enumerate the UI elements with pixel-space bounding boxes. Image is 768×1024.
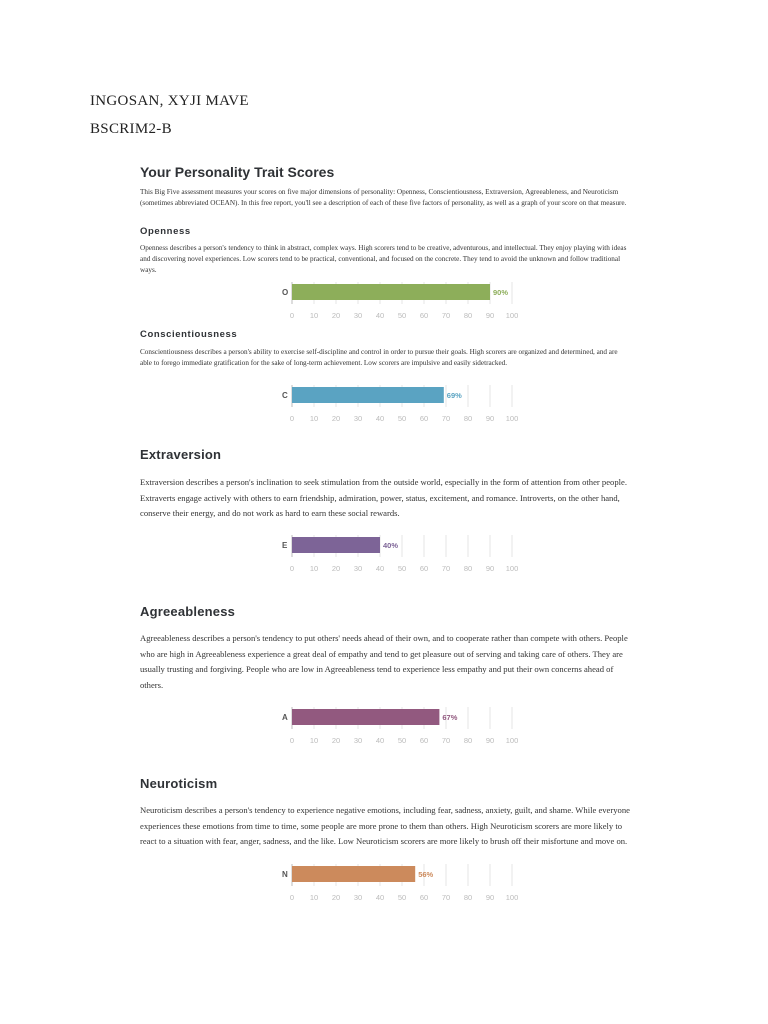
score-label: 67% — [442, 713, 458, 722]
tick-label: 10 — [309, 736, 319, 745]
trait-letter: A — [282, 713, 288, 722]
tick-label: 90 — [485, 414, 495, 423]
tick-label: 40 — [375, 564, 385, 573]
tick-label: 30 — [353, 414, 363, 423]
score-bar — [292, 537, 380, 553]
tick-label: 100 — [505, 736, 519, 745]
tick-label: 100 — [505, 564, 519, 573]
tick-label: 90 — [485, 736, 495, 745]
tick-label: 70 — [441, 893, 451, 902]
bar-chart-svg — [278, 535, 538, 575]
tick-label: 40 — [375, 893, 385, 902]
trait-letter: N — [282, 870, 288, 879]
trait-description-extraversion: Extraversion describes a person's inclination to seek stimulation from the outside world, especially in the form of attention from other people. Extraverts engage actively with others to earn friendship, admiration, power, status, excitement, and romance. Introverts, on the other hand, conserve their energy, and do not work as hard to earn these social rewards. — [140, 477, 627, 518]
tick-label: 0 — [289, 311, 295, 320]
trait-chart-openness — [278, 282, 538, 322]
tick-label: 30 — [353, 893, 363, 902]
trait-description-neuroticism: Neuroticism describes a person's tendency to experience negative emotions, including fear, sadness, anxiety, guilt, and shame. While everyone experiences these emotions from time to time, some people are more prone to them than others. High Neuroticism scorers are more likely to react to a situation with fear, anger, sadness, and the like. Low Neuroticism scorers are more likely to brush off their misfortune and move on. — [140, 805, 630, 846]
tick-label: 30 — [353, 311, 363, 320]
trait-letter: O — [282, 288, 289, 297]
bar-chart-svg — [278, 707, 538, 747]
tick-label: 80 — [463, 311, 473, 320]
tick-label: 70 — [441, 311, 451, 320]
tick-label: 100 — [505, 893, 519, 902]
trait-chart-neuroticism — [278, 864, 538, 904]
tick-label: 80 — [463, 736, 473, 745]
tick-label: 40 — [375, 414, 385, 423]
student-name: INGOSAN, XYJI MAVE — [90, 93, 249, 109]
trait-chart-agreeableness — [278, 707, 538, 747]
trait-description-conscientiousness: Conscientiousness describes a person's ability to exercise self-discipline and control in order to pursue their goals. High scorers are organized and determined, and are able to forego immediate gratification for the sake of long-term achievement. Low scorers are impulsive and easily sidetracked. — [140, 348, 618, 367]
tick-label: 20 — [331, 736, 341, 745]
tick-label: 20 — [331, 311, 341, 320]
tick-label: 70 — [441, 414, 451, 423]
trait-heading-conscientiousness: Conscientiousness — [140, 329, 238, 340]
tick-label: 50 — [397, 414, 407, 423]
score-label: 69% — [446, 391, 462, 400]
tick-label: 60 — [419, 893, 429, 902]
tick-label: 60 — [419, 564, 429, 573]
tick-label: 40 — [375, 736, 385, 745]
tick-label: 0 — [289, 893, 295, 902]
bar-chart-svg — [278, 864, 538, 904]
score-label: 90% — [493, 288, 509, 297]
tick-label: 10 — [309, 414, 319, 423]
trait-chart-conscientiousness — [278, 385, 538, 425]
trait-heading-extraversion: Extraversion — [140, 447, 222, 462]
tick-label: 40 — [375, 311, 385, 320]
tick-label: 0 — [289, 414, 295, 423]
tick-label: 20 — [331, 893, 341, 902]
tick-label: 70 — [441, 564, 451, 573]
tick-label: 50 — [397, 893, 407, 902]
trait-letter: C — [282, 391, 288, 400]
tick-label: 30 — [353, 736, 363, 745]
score-label: 56% — [418, 870, 434, 879]
trait-description-openness: Openness describes a person's tendency to think in abstract, complex ways. High scorers tend to be creative, adventurous, and intellectual. They enjoy playing with ideas and discovering novel experiences. Low scorers tend to be practical, conventional, and focused on the concrete. They tend to avoid the unknown and follow traditional ways. — [140, 244, 627, 274]
tick-label: 70 — [441, 736, 451, 745]
trait-heading-agreeableness: Agreeableness — [140, 604, 236, 619]
tick-label: 100 — [505, 311, 519, 320]
tick-label: 80 — [463, 414, 473, 423]
tick-label: 80 — [463, 564, 473, 573]
tick-label: 10 — [309, 311, 319, 320]
bar-chart-svg — [278, 385, 538, 425]
tick-label: 20 — [331, 564, 341, 573]
bar-chart-svg — [278, 282, 538, 322]
tick-label: 20 — [331, 414, 341, 423]
report-intro: This Big Five assessment measures your scores on five major dimensions of personality: Openness, Conscientiousness, Extraversion, Agreeableness, and Neuroticism (sometimes abbreviated OCEAN). In this free report, you'll see a description of each of these five factors of personality, as well as a graph of your score on that measure. — [140, 188, 627, 207]
tick-label: 0 — [289, 564, 295, 573]
tick-label: 60 — [419, 311, 429, 320]
trait-heading-neuroticism: Neuroticism — [140, 776, 218, 791]
score-bar — [292, 866, 415, 882]
tick-label: 90 — [485, 564, 495, 573]
tick-label: 50 — [397, 311, 407, 320]
tick-label: 90 — [485, 893, 495, 902]
tick-label: 0 — [289, 736, 295, 745]
trait-description-agreeableness: Agreeableness describes a person's tendency to put others' needs ahead of their own, and to cooperate rather than compete with others. People who are high in Agreeableness experience a great deal of empathy and tend to get pleasure out of serving and taking care of others. They are usually trusting and forgiving. People who are low in Agreeableness tend to experience less empathy and put their own concerns ahead of others. — [140, 633, 628, 690]
tick-label: 10 — [309, 564, 319, 573]
report-title: Your Personality Trait Scores — [140, 164, 335, 180]
tick-label: 90 — [485, 311, 495, 320]
score-label: 40% — [383, 541, 399, 550]
trait-chart-extraversion — [278, 535, 538, 575]
tick-label: 60 — [419, 414, 429, 423]
trait-letter: E — [282, 541, 288, 550]
student-section: BSCRIM2-B — [90, 121, 172, 137]
trait-heading-openness: Openness — [140, 226, 191, 237]
tick-label: 50 — [397, 736, 407, 745]
score-bar — [292, 709, 439, 725]
tick-label: 100 — [505, 414, 519, 423]
tick-label: 50 — [397, 564, 407, 573]
tick-label: 30 — [353, 564, 363, 573]
score-bar — [292, 284, 490, 300]
score-bar — [292, 387, 444, 403]
tick-label: 10 — [309, 893, 319, 902]
tick-label: 80 — [463, 893, 473, 902]
tick-label: 60 — [419, 736, 429, 745]
